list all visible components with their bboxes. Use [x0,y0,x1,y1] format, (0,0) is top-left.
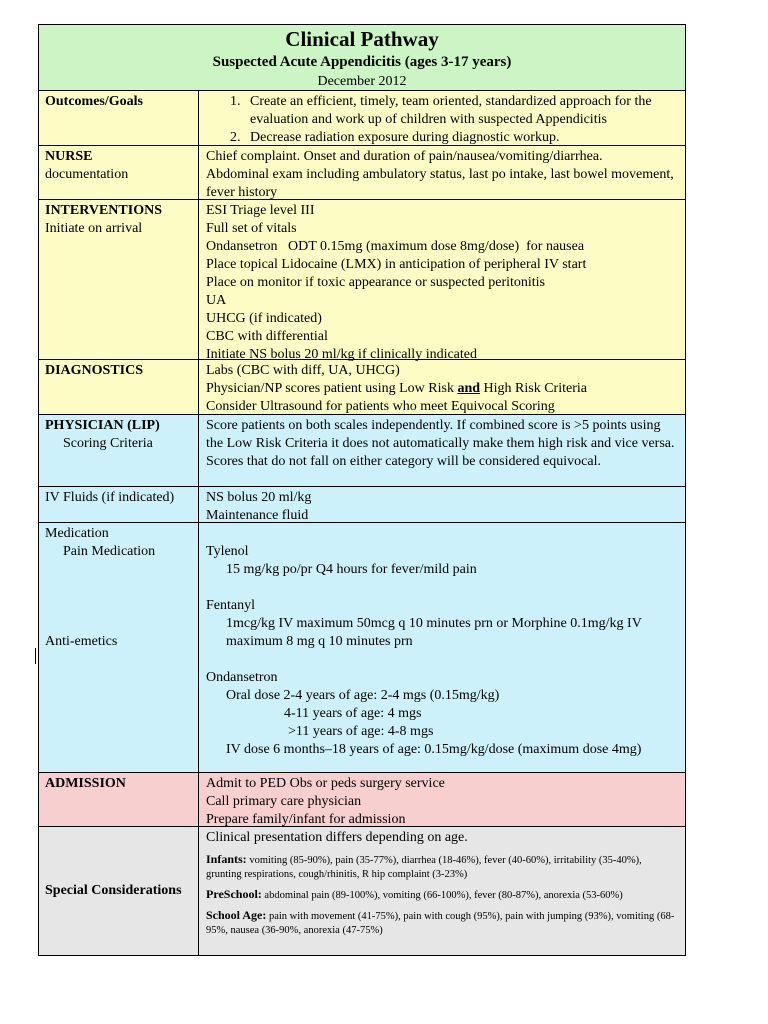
label-cell [39,146,199,199]
row-label: Special Considerations [45,883,182,898]
row-sublabel: Anti-emetics [45,634,118,649]
content-line: 15 mg/kg po/pr Q4 hours for fever/mild pain [226,562,477,577]
content-line: 4-11 years of age: 4 mgs [284,706,422,721]
row-label: Medication [45,526,109,541]
document-subtitle: Suspected Acute Appendicitis (ages 3-17 years) [212,54,512,70]
content-cell [199,523,685,772]
content-line: Oral dose 2-4 years of age: 2-4 mgs (0.15mg/kg) [226,688,500,703]
row-sublabel: Pain Medication [63,544,156,559]
content-cell [199,146,685,199]
content-line: ESI Triage level III [206,203,315,218]
list-item: 1. Create an efficient, timely, team oriented, standardized approach for the evaluation and work up of children with suspected Appendicitis [244,93,678,129]
row-label: Outcomes/Goals [45,94,143,109]
emphasis-and: and [457,381,481,396]
label-cell [39,827,199,955]
content-line: Admit to PED Obs or peds surgery service [206,776,445,791]
row-outcomes [39,91,685,146]
row-sublabel: Scoring Criteria [63,436,153,451]
text-span: Physician/NP scores patient using Low Risk [206,381,458,396]
clinical-pathway-table [38,24,686,956]
content-cell [199,415,685,486]
row-label: ADMISSION [45,776,126,791]
row-medication [39,523,685,773]
content-line: IV dose 6 months–18 years of age: 0.15mg/kg/dose (maximum dose 4mg) [226,742,642,757]
content-line: Fentanyl [206,598,255,613]
content-line: Labs (CBC with diff, UA, UHCG) [206,363,400,378]
content-line: UHCG (if indicated) [206,311,322,326]
row-nurse [39,146,685,200]
content-line: Chief complaint. Onset and duration of pain/nausea/vomiting/diarrhea. [206,149,603,164]
label-cell [39,415,199,486]
content-line: Ondansetron [206,670,278,685]
content-line: Abdominal exam including ambulatory status, last po intake, last bowel movement, fever history [206,167,674,200]
label-cell [39,91,199,145]
row-label: IV Fluids (if indicated) [45,490,175,505]
row-sublabel: documentation [45,167,129,182]
content-line [206,380,678,398]
content-line: NS bolus 20 ml/kg [206,490,312,505]
content-line: Maintenance fluid [206,508,309,523]
content-line: Call primary care physician [206,794,362,809]
content-line: Tylenol [206,544,249,559]
school-age-note [206,908,678,938]
row-label: DIAGNOSTICS [45,363,144,378]
content-line: CBC with differential [206,329,328,344]
note-label: PreSchool: [206,887,262,901]
label-cell [39,360,199,414]
list-item: 2. Decrease radiation exposure during diagnostic workup. [244,129,678,147]
row-interventions [39,200,685,360]
content-line: Ondansetron ODT 0.15mg (maximum dose 8mg/dose) for nausea [206,239,585,254]
label-cell [39,773,199,826]
document-date: December 2012 [317,74,407,89]
content-line: >11 years of age: 4-8 mgs [288,724,434,739]
preschool-note [206,887,678,903]
label-cell [39,523,199,772]
document-title: Clinical Pathway [285,27,439,51]
row-label: NURSE [45,149,93,164]
label-cell [39,200,199,359]
note-label: School Age: [206,908,267,922]
infants-note [206,852,678,882]
row-iv-fluids [39,487,685,523]
text-span: High Risk Criteria [480,381,587,396]
note-text: pain with movement (41-75%), pain with cough (95%), pain with jumping (93%), vomiting (68-95%, nausea (36-90%, anorexia (47-75%) [206,911,675,936]
content-cell [199,487,685,522]
content-line: UA [206,293,227,308]
row-special-considerations [39,827,685,955]
content-line: 1mcg/kg IV maximum 50mcg q 10 minutes prn or Morphine 0.1mg/kg IV maximum 8 mg q 10 minutes prn [226,616,642,649]
content-cell [199,827,685,955]
content-line: Full set of vitals [206,221,297,236]
row-label: PHYSICIAN (LIP) [45,418,160,433]
content-line: Consider Ultrasound for patients who meet Equivocal Scoring [206,399,555,414]
label-cell [39,487,199,522]
row-admission [39,773,685,827]
content-paragraph: Score patients on both scales independently. If combined score is >5 points using the Low Risk Criteria it does not automatically make them high risk and vice versa. Scores that do not fall on either category will be considered equivocal. [206,418,675,469]
content-cell [199,91,685,145]
note-label: Infants: [206,852,247,866]
content-line: Place on monitor if toxic appearance or suspected peritonitis [206,275,546,290]
content-line: Prepare family/infant for admission [206,812,406,827]
note-text: abdominal pain (89-100%), vomiting (66-100%), fever (80-87%), anorexia (53-60%) [261,890,623,901]
row-physician [39,415,685,487]
content-cell [199,200,685,362]
document-header [39,25,685,91]
content-line: Initiate NS bolus 20 ml/kg if clinically indicated [206,347,478,362]
content-cell [199,773,685,826]
text-cursor [35,648,36,664]
note-text: vomiting (85-90%), pain (35-77%), diarrhea (18-46%), fever (40-60%), irritability (35-40%), grunting respirations, cough/rhinitis, R hip complaint (3-23%) [206,855,642,880]
row-label: INTERVENTIONS [45,203,162,218]
content-line: Place topical Lidocaine (LMX) in anticipation of peripheral IV start [206,257,587,272]
row-sublabel: Initiate on arrival [45,221,143,236]
content-line: Clinical presentation differs depending on age. [206,830,468,845]
row-diagnostics [39,360,685,415]
content-cell [199,360,685,414]
